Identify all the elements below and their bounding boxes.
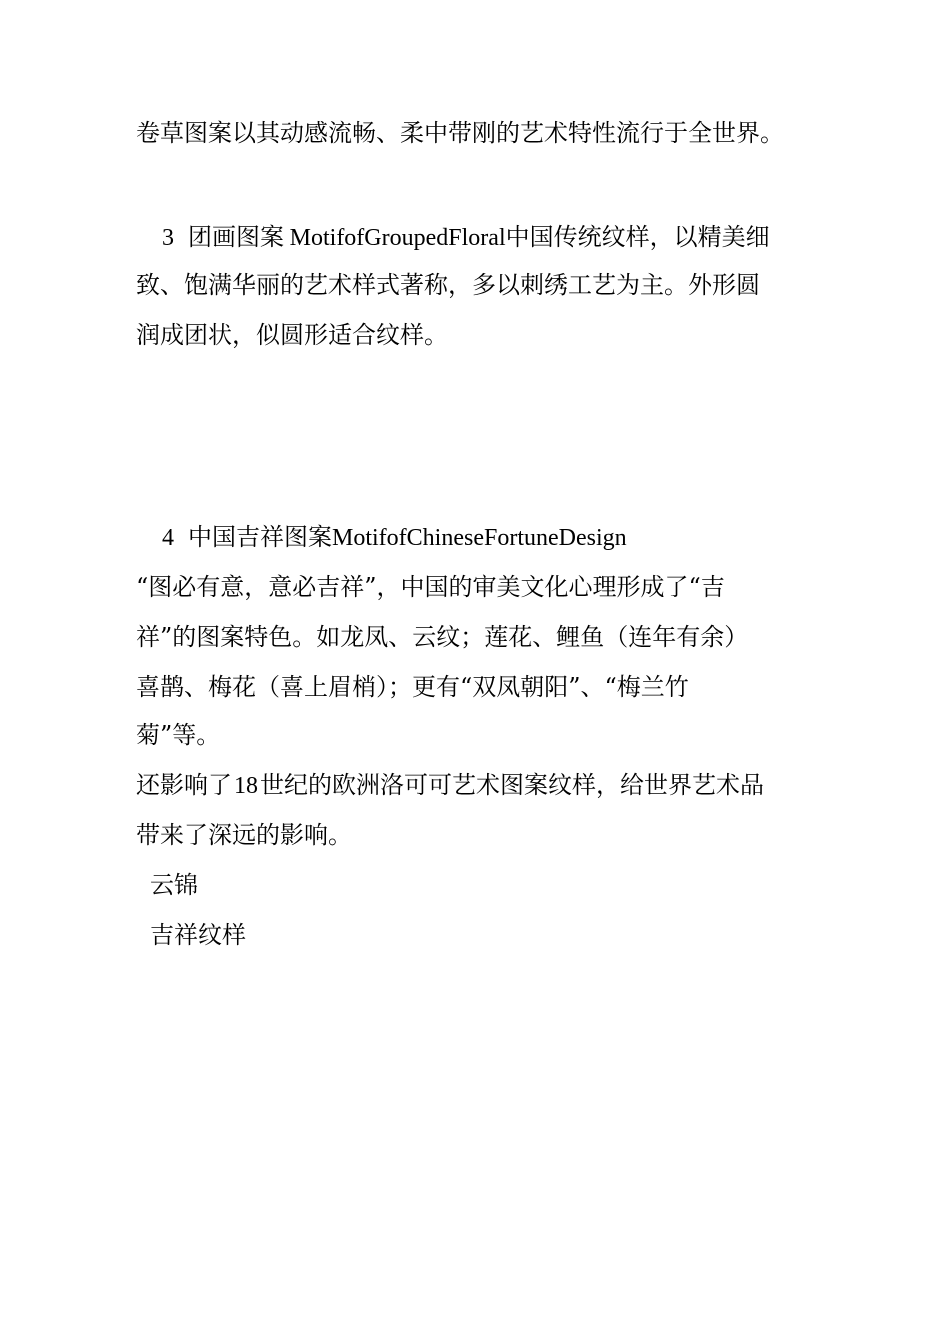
section-3-line2: 致、饱满华丽的艺术样式著称，多以刺绣工艺为主。外形圆: [136, 271, 760, 299]
section-4-number: 4: [162, 525, 174, 551]
section-4-line4: 菊”等。: [136, 721, 221, 749]
section-4-line1: “图必有意，意必吉祥”，中国的审美文化心理形成了“吉: [136, 573, 725, 601]
section-4-line6: 带来了深远的影响。: [136, 821, 352, 849]
image-caption-yunjin: 云锦: [150, 871, 198, 899]
section-4-line5-pre: 还影响了: [136, 771, 232, 799]
image-caption-jixiang: 吉祥纹样: [150, 921, 246, 949]
section-3-heading: [136, 222, 770, 253]
section-4-line5-num: 18: [234, 773, 258, 799]
section-4-line5-post: 世纪的欧洲洛可可艺术图案纹样，给世界艺术品: [260, 771, 764, 799]
section-3-line1-rest: 中国传统纹样，以精美细: [505, 223, 770, 251]
paragraph-juancao: 卷草图案以其动感流畅、柔中带刚的艺术特性流行于全世界。: [136, 119, 784, 147]
section-3-number: 3: [162, 225, 174, 251]
section-4-title-en: MotifofChineseFortuneDesign: [332, 525, 627, 551]
section-3-title-cn: 团画图案: [188, 223, 284, 251]
section-4-line2: 祥”的图案特色。如龙凤、云纹；莲花、鲤鱼（连年有余）: [136, 623, 749, 651]
section-3-title-en: MotifofGroupedFloral: [289, 225, 506, 251]
section-4-line5: [136, 770, 764, 801]
section-4-line3: 喜鹊、梅花（喜上眉梢）；更有“双凤朝阳”、“梅兰竹: [136, 673, 689, 701]
section-4-heading: [136, 522, 627, 553]
section-4-title-cn: 中国吉祥图案: [188, 523, 332, 551]
section-3-line3: 润成团状，似圆形适合纹样。: [136, 321, 448, 349]
